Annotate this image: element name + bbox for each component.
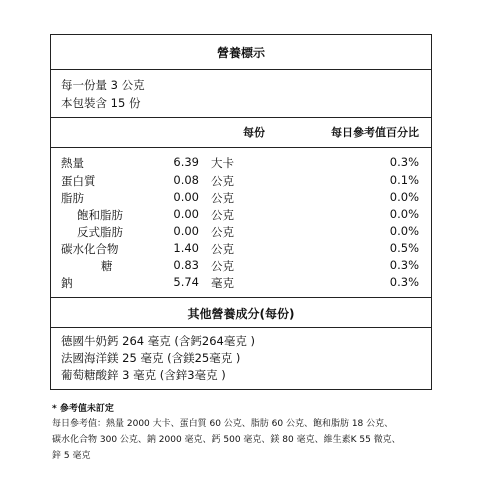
panel-title: 營養標示 [216, 46, 265, 60]
nutrient-unit: 公克 [211, 191, 234, 205]
nutrient-row [51, 173, 431, 189]
nutrient-value: 0.00 [173, 207, 199, 221]
divider [51, 69, 431, 70]
nutrient-pct: 0.0% [389, 207, 419, 221]
footnote-text [52, 416, 432, 464]
footnote-line: 碳水化合物 300 公克、鈉 2000 毫克、鈣 500 毫克、鎂 80 毫克、維生素K 55 微克、 [52, 435, 401, 445]
footnote-line: 每日參考值：熱量 2000 大卡、蛋白質 60 公克、脂肪 60 公克、飽和脂肪 18 公克、 [52, 419, 394, 429]
nutrient-name: 蛋白質 [61, 174, 96, 188]
nutrient-name: 鈉 [61, 276, 73, 290]
other-nutrients-title: 其他營養成分(每份) [187, 307, 295, 321]
other-nutrient-item: 法國海洋鎂 25 毫克 (含鎂25毫克 ) [61, 351, 241, 365]
nutrient-name: 熱量 [61, 156, 84, 170]
nutrient-pct: 0.0% [389, 224, 419, 238]
nutrition-facts-panel [50, 34, 432, 390]
nutrient-value: 0.00 [173, 190, 199, 204]
nutrient-row [51, 190, 431, 206]
nutrient-unit: 公克 [211, 174, 234, 188]
nutrient-name: 飽和脂肪 [77, 208, 123, 222]
nutrient-name: 碳水化合物 [61, 242, 119, 256]
nutrient-unit: 公克 [211, 208, 234, 222]
nutrient-unit: 公克 [211, 225, 234, 239]
nutrient-pct: 0.5% [389, 241, 419, 255]
nutrient-name: 反式脂肪 [77, 225, 123, 239]
nutrient-row [51, 258, 431, 274]
daily-value-header: 每日參考值百分比 [331, 126, 419, 139]
nutrient-row [51, 275, 431, 291]
nutrient-unit: 公克 [211, 259, 234, 273]
nutrient-unit: 毫克 [211, 276, 234, 290]
nutrient-pct: 0.0% [389, 190, 419, 204]
nutrient-row [51, 155, 431, 171]
nutrient-row [51, 241, 431, 257]
nutrient-pct: 0.3% [389, 275, 419, 289]
other-nutrient-item: 德國牛奶鈣 264 毫克 (含鈣264毫克 ) [61, 334, 255, 348]
other-nutrient-item: 葡萄糖酸鋅 3 毫克 (含鋅3毫克 ) [61, 368, 226, 382]
serving-size: 每一份量 3 公克 [61, 78, 145, 92]
divider [51, 117, 431, 118]
nutrient-unit: 大卡 [211, 156, 234, 170]
servings-per-package: 本包裝含 15 份 [61, 96, 141, 110]
nutrient-row [51, 224, 431, 240]
nutrient-pct: 0.3% [389, 155, 419, 169]
divider [51, 147, 431, 148]
nutrient-pct: 0.3% [389, 258, 419, 272]
nutrient-value: 0.83 [173, 258, 199, 272]
nutrient-value: 0.08 [173, 173, 199, 187]
nutrient-value: 5.74 [173, 275, 199, 289]
nutrient-value: 6.39 [173, 155, 199, 169]
footnote-title: * 參考值未訂定 [52, 404, 114, 414]
divider [51, 297, 431, 298]
nutrient-name: 糖 [101, 259, 113, 273]
nutrient-value: 0.00 [173, 224, 199, 238]
nutrient-unit: 公克 [211, 242, 234, 256]
nutrient-value: 1.40 [173, 241, 199, 255]
nutrient-name: 脂肪 [61, 191, 84, 205]
per-serving-header: 每份 [243, 126, 265, 139]
nutrient-row [51, 207, 431, 223]
divider [51, 327, 431, 328]
nutrient-pct: 0.1% [389, 173, 419, 187]
footnote-line: 鋅 5 毫克 [52, 451, 91, 461]
